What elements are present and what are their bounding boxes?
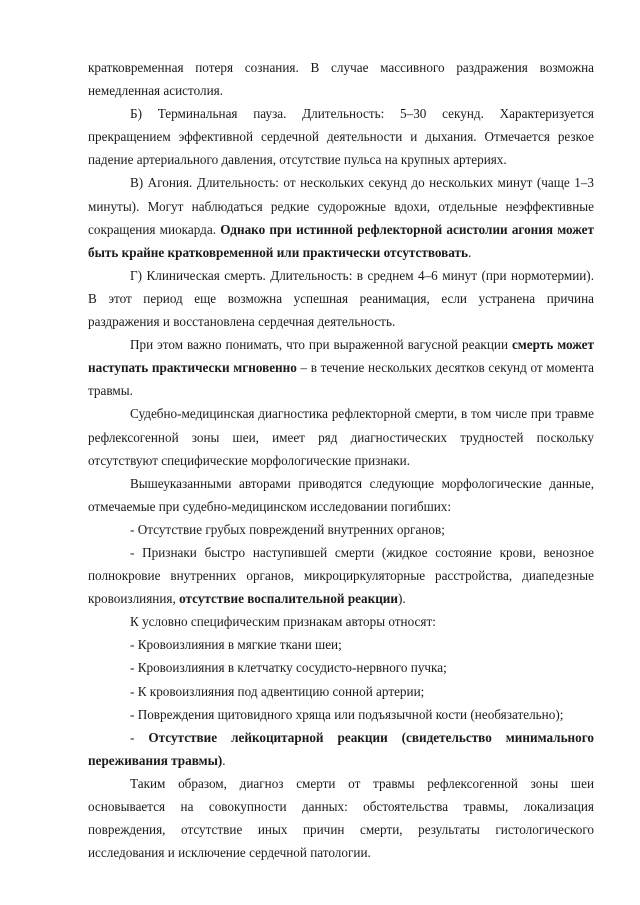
paragraph	[88, 472, 594, 518]
text-run: При этом важно понимать, что при выраженной вагусной реакции	[130, 337, 512, 353]
paragraph	[88, 333, 594, 402]
paragraph	[88, 264, 594, 333]
text-run: ).	[398, 591, 406, 607]
text-run: В) Агония. Длительность: от нескольких секунд до нескольких минут (чаще 1–3 минуты). Могут наблюдаться редкие судорожные вдохи, отдельные неэффективные сокращения миокарда.	[88, 175, 594, 237]
text-run: Г) Клиническая смерть. Длительность: в среднем 4–6 минут (при нормотермии). В этот период еще возможна успешная реанимация, если устранена причина раздражения и восстановлена сердечная деятельность.	[88, 267, 594, 330]
paragraph	[88, 171, 594, 263]
paragraph	[88, 680, 594, 703]
text-run: К условно специфическим признакам авторы относят:	[130, 614, 436, 630]
paragraph	[88, 633, 594, 656]
text-run: кратковременная потеря сознания. В случае массивного раздражения возможна немедленная асистолия.	[88, 60, 594, 99]
paragraph	[88, 102, 594, 171]
bold-text: отсутствие воспалительной реакции	[179, 591, 398, 607]
text-run: - К кровоизлияния под адвентицию сонной артерии;	[130, 683, 425, 699]
paragraph	[88, 726, 594, 772]
text-run: .	[222, 752, 226, 768]
document-page	[88, 56, 594, 864]
bold-text: смерть может наступать практически мгновенно	[88, 337, 594, 376]
text-run: Вышеуказанными авторами приводятся следующие морфологические данные, отмечаемые при судебно-медицинском исследовании погибших:	[88, 475, 594, 514]
text-run: – в течение нескольких десятков секунд от момента травмы.	[88, 360, 595, 399]
paragraph	[88, 56, 594, 102]
text-run: - Отсутствие грубых повреждений внутренних органов;	[130, 521, 445, 537]
text-run: - Признаки быстро наступившей смерти (жидкое состояние крови, венозное полнокровие внутренних органов, микроциркуляторные расстройства, диапедезные кровоизлияния,	[88, 544, 594, 607]
text-run: - Повреждения щитовидного хряща или подъязычной кости (необязательно);	[130, 706, 564, 722]
bold-text: Отсутствие лейкоцитарной реакции (свидетельство минимального переживания травмы)	[88, 729, 594, 768]
paragraph	[88, 518, 594, 541]
text-run: -	[130, 729, 149, 745]
text-run: Б) Терминальная пауза. Длительность: 5–30 секунд. Характеризуется прекращением эффективной сердечной деятельности и дыхания. Отмечается резкое падение артериального давления, отсутствие пульса на крупных артериях.	[88, 106, 594, 168]
text-run: - Кровоизлияния в клетчатку сосудисто-нервного пучка;	[130, 660, 447, 676]
paragraph	[88, 703, 594, 726]
text-run: Таким образом, диагноз смерти от травмы рефлексогенной зоны шеи основывается на совокупности данных: обстоятельства травмы, локализация повреждения, отсутствие иных причин смерти, результаты гистологического исследования и исключение сердечной патологии.	[88, 775, 594, 861]
bold-text: Однако при истинной рефлекторной асистолии агония может быть крайне кратковременной или практически отсутствовать	[88, 221, 594, 260]
text-run: .	[468, 244, 472, 260]
paragraph	[88, 610, 594, 633]
paragraph	[88, 541, 594, 610]
paragraph	[88, 656, 594, 679]
text-run: Судебно-медицинская диагностика рефлекторной смерти, в том числе при травме рефлексогенной зоны шеи, имеет ряд диагностических трудностей поскольку отсутствуют специфические морфологические признаки.	[88, 406, 594, 468]
text-run: - Кровоизлияния в мягкие ткани шеи;	[130, 637, 342, 653]
paragraph	[88, 402, 594, 471]
paragraph	[88, 772, 594, 864]
